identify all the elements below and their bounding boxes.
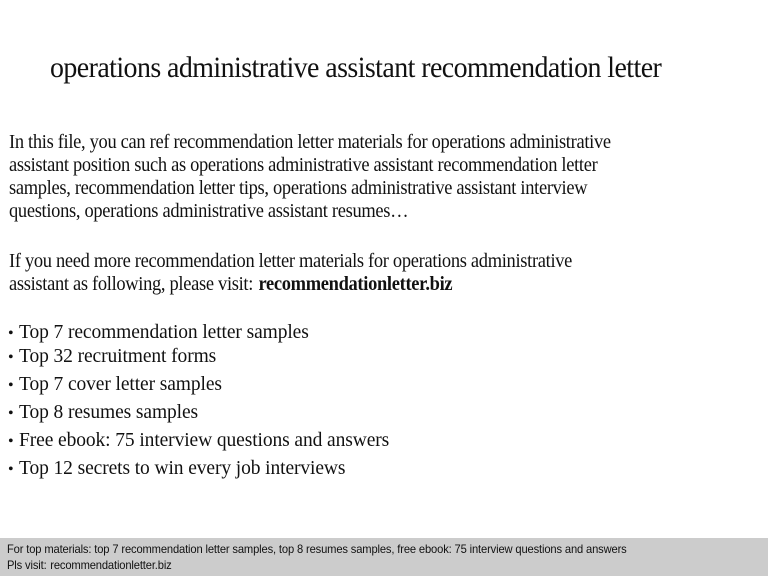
bullet-icon: •	[8, 377, 14, 394]
list-item-label: Top 7 recommendation letter samples	[19, 322, 309, 343]
footer-line-1: For top materials: top 7 recommendation letter samples, top 8 resumes samples, free ebook: 75 interview questions and answers	[7, 542, 627, 556]
intro-line: questions, operations administrative assistant resumes…	[9, 200, 409, 222]
list-item-label: Top 7 cover letter samples	[19, 374, 222, 395]
list-item[interactable]	[8, 400, 389, 428]
footer-link[interactable]: recommendationletter.biz	[50, 558, 172, 572]
intro-line: samples, recommendation letter tips, operations administrative assistant interview	[9, 177, 588, 199]
list-item[interactable]	[8, 456, 389, 484]
resource-list	[8, 320, 389, 484]
bullet-icon: •	[8, 405, 14, 422]
visit-prefix: assistant as following, please visit:	[9, 273, 254, 295]
footer-banner	[0, 538, 768, 576]
list-item-label: Top 8 resumes samples	[19, 402, 199, 423]
bullet-icon: •	[8, 349, 14, 366]
bullet-icon: •	[8, 433, 14, 450]
bullet-icon: •	[8, 325, 14, 342]
list-item-label: Top 32 recruitment forms	[19, 346, 217, 367]
visit-line-2	[9, 273, 729, 296]
intro-line: assistant position such as operations administrative assistant recommendation letter	[9, 154, 598, 176]
list-item[interactable]	[8, 372, 389, 400]
page-title: operations administrative assistant recommendation letter	[50, 51, 662, 84]
visit-paragraph	[9, 250, 729, 296]
list-item-label: Top 12 secrets to win every job interviews	[19, 458, 346, 479]
recommendationletter-link[interactable]: recommendationletter.biz	[258, 273, 453, 295]
intro-paragraph	[9, 131, 729, 223]
bullet-icon: •	[8, 461, 14, 478]
footer-line-2	[7, 558, 172, 572]
footer-visit-prefix: Pls visit:	[7, 558, 47, 572]
intro-line: In this file, you can ref recommendation letter materials for operations administrative	[9, 131, 611, 153]
list-item[interactable]	[8, 428, 389, 456]
list-item[interactable]	[8, 344, 389, 372]
list-item[interactable]	[8, 320, 389, 344]
visit-line-1: If you need more recommendation letter materials for operations administrative	[9, 250, 573, 272]
list-item-label: Free ebook: 75 interview questions and answers	[19, 430, 390, 451]
